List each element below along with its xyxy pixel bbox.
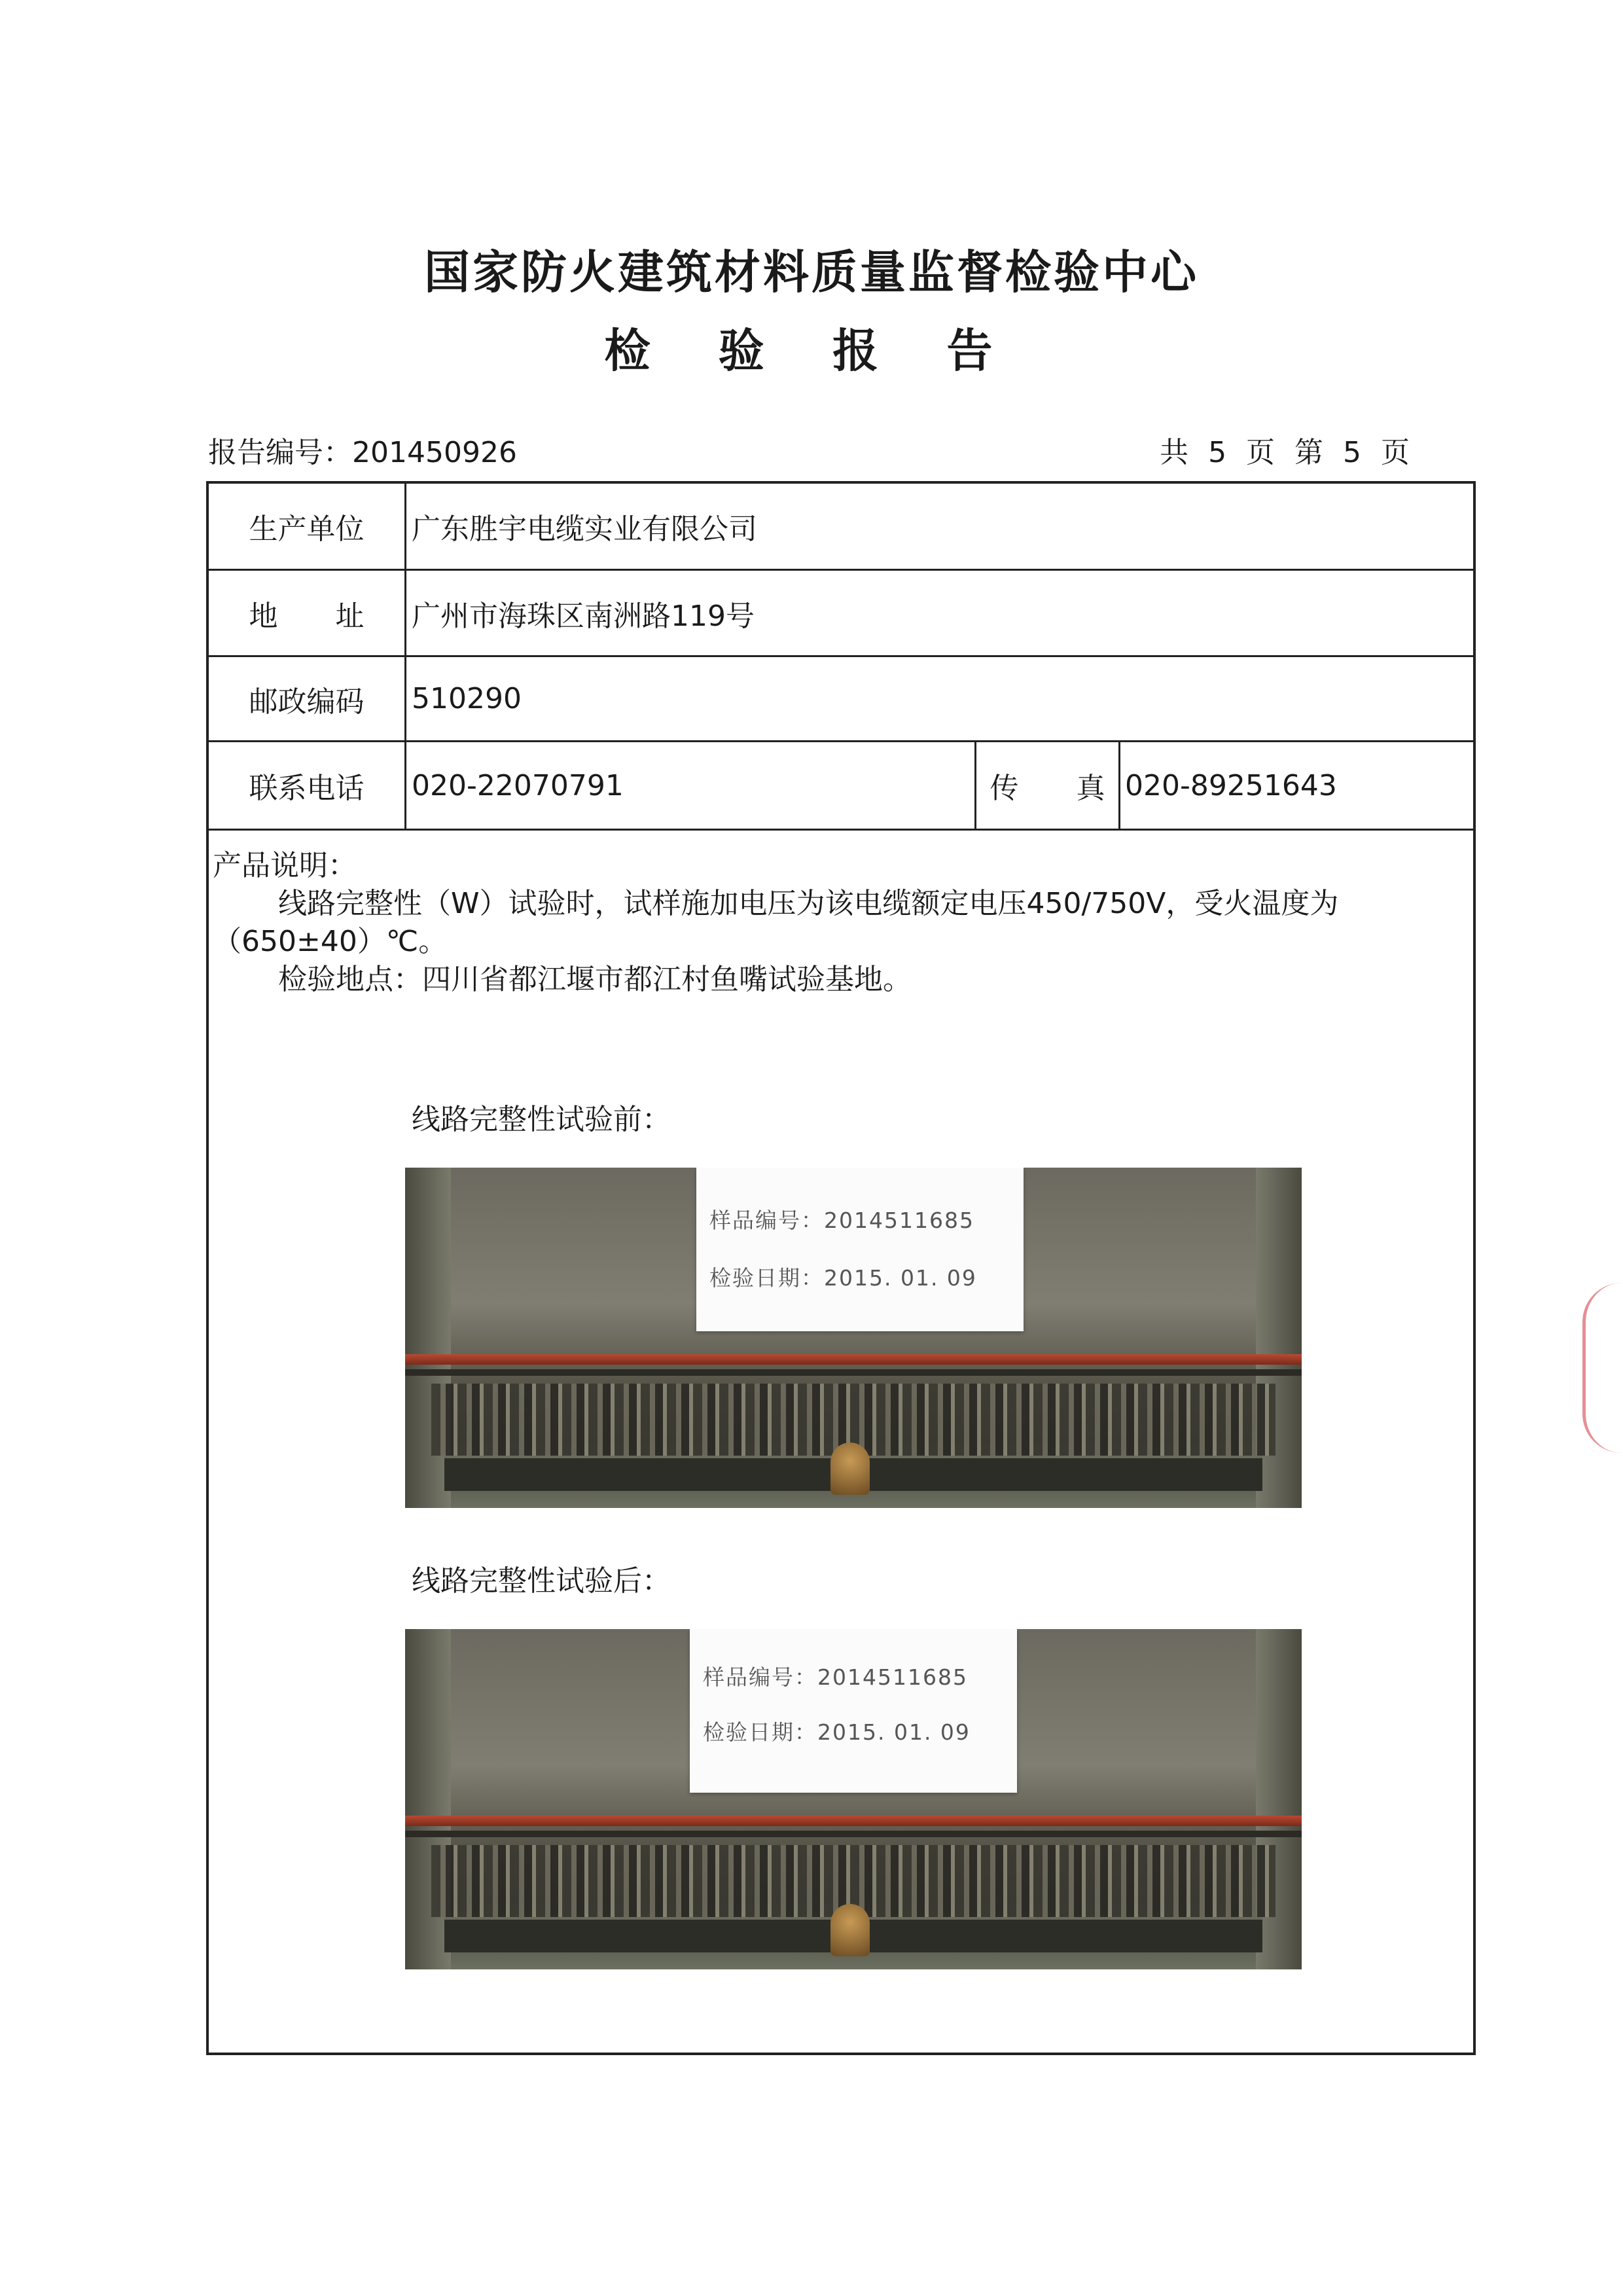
- red-seal-stamp: [1582, 1283, 1623, 1453]
- before-sample-card: [696, 1168, 1024, 1331]
- after-sample-card: [690, 1629, 1017, 1793]
- valve-icon: [830, 1904, 870, 1956]
- org-title: 国家防火建筑材料质量监督检验中心: [424, 245, 1199, 299]
- producer-value: 广东胜宇电缆实业有限公司: [412, 512, 757, 546]
- doc-title: 检 验 报 告: [604, 324, 1019, 378]
- fax-value: 020-89251643: [1125, 768, 1337, 802]
- before-test-date: 检验日期：2015. 01. 09: [709, 1265, 977, 1291]
- phone-value: 020-22070791: [412, 768, 624, 802]
- postcode-value: 510290: [412, 682, 522, 715]
- before-test-photo: [405, 1168, 1302, 1508]
- postcode-row: [209, 657, 1473, 742]
- producer-row: [209, 484, 1473, 571]
- description-line-1: 线路完整性（W）试验时，试样施加电压为该电缆额定电压450/750V，受火温度为（650±40）℃。: [213, 887, 1339, 958]
- page-indicator: 共 5 页 第 5 页: [1160, 436, 1415, 469]
- before-sample-number: 样品编号：2014511685: [709, 1208, 974, 1233]
- phone-label: 联系电话: [209, 742, 406, 829]
- producer-label: 生产单位: [209, 484, 406, 569]
- after-test-photo: [405, 1629, 1302, 1969]
- after-caption: 线路完整性试验后：: [412, 1564, 671, 1598]
- report-frame: [206, 481, 1476, 2055]
- product-description: [213, 847, 1469, 999]
- phone-row: [209, 742, 1473, 831]
- address-label: 地 址: [209, 571, 406, 655]
- description-heading: 产品说明：: [213, 849, 357, 882]
- description-line-2: 检验地点：四川省都江堰市都江村鱼嘴试验基地。: [278, 963, 912, 996]
- address-row: [209, 571, 1473, 657]
- after-sample-number: 样品编号：2014511685: [703, 1664, 968, 1690]
- address-value: 广州市海珠区南洲路119号: [412, 599, 755, 633]
- report-number: 报告编号：201450926: [208, 436, 517, 469]
- before-caption: 线路完整性试验前：: [412, 1103, 671, 1136]
- after-test-date: 检验日期：2015. 01. 09: [703, 1719, 971, 1745]
- valve-icon: [830, 1443, 870, 1495]
- fax-label: 传 真: [990, 772, 1105, 805]
- postcode-label: 邮政编码: [209, 657, 406, 740]
- fax-divider-right: [1118, 742, 1120, 829]
